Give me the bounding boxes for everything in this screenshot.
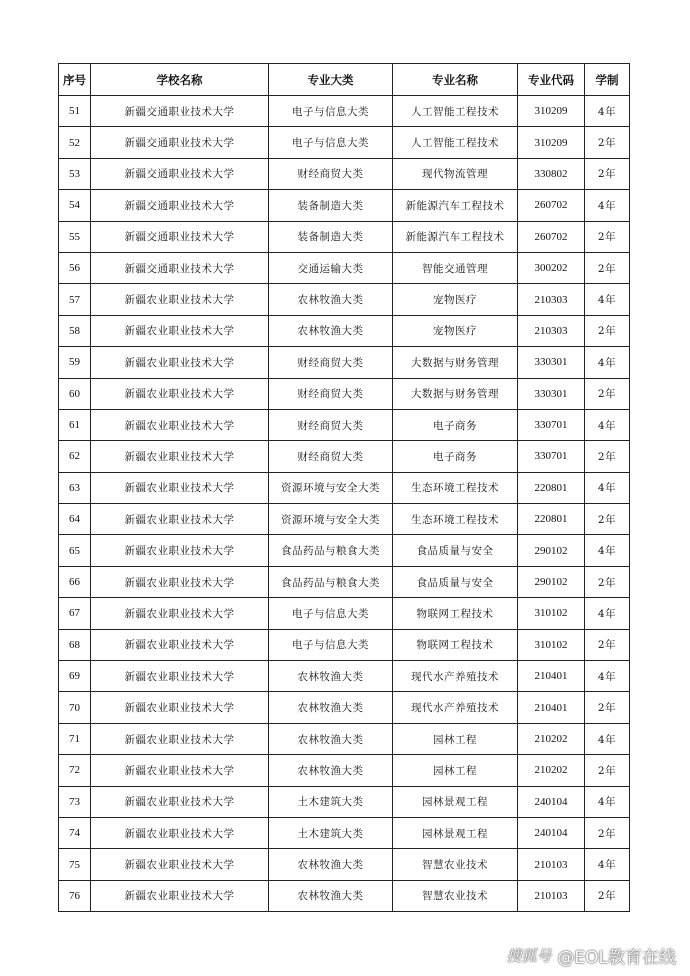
cell-major-name: 园林景观工程 (393, 786, 518, 817)
cell-duration: 2年 (585, 755, 630, 786)
cell-school-name: 新疆交通职业技术大学 (91, 127, 269, 158)
cell-duration: 4年 (585, 786, 630, 817)
cell-duration: 4年 (585, 723, 630, 754)
majors-table (58, 63, 630, 912)
cell-major-code: 330701 (518, 441, 585, 472)
cell-serial-number: 72 (59, 755, 91, 786)
cell-major-category: 农林牧渔大类 (269, 849, 393, 880)
table-row (59, 504, 630, 535)
cell-duration: 2年 (585, 221, 630, 252)
cell-major-code: 210401 (518, 661, 585, 692)
table-row (59, 849, 630, 880)
cell-duration: 4年 (585, 661, 630, 692)
cell-serial-number: 53 (59, 158, 91, 189)
cell-major-code: 240104 (518, 817, 585, 848)
cell-major-code: 210202 (518, 755, 585, 786)
cell-school-name: 新疆农业职业技术大学 (91, 566, 269, 597)
table-row (59, 880, 630, 911)
header-duration: 学制 (585, 64, 630, 96)
cell-major-name: 现代水产养殖技术 (393, 692, 518, 723)
cell-major-name: 食品质量与安全 (393, 535, 518, 566)
cell-duration: 2年 (585, 692, 630, 723)
cell-major-name: 电子商务 (393, 409, 518, 440)
cell-serial-number: 63 (59, 472, 91, 503)
cell-school-name: 新疆农业职业技术大学 (91, 347, 269, 378)
cell-school-name: 新疆农业职业技术大学 (91, 284, 269, 315)
cell-duration: 2年 (585, 629, 630, 660)
watermark-text: @EOL教育在线 (557, 948, 676, 968)
cell-school-name: 新疆农业职业技术大学 (91, 504, 269, 535)
cell-major-code: 210103 (518, 880, 585, 911)
cell-school-name: 新疆农业职业技术大学 (91, 723, 269, 754)
cell-school-name: 新疆农业职业技术大学 (91, 880, 269, 911)
cell-duration: 4年 (585, 535, 630, 566)
cell-duration: 2年 (585, 158, 630, 189)
cell-major-code: 330301 (518, 347, 585, 378)
majors-table-container (58, 63, 629, 912)
cell-serial-number: 66 (59, 566, 91, 597)
cell-school-name: 新疆农业职业技术大学 (91, 535, 269, 566)
cell-major-category: 财经商贸大类 (269, 441, 393, 472)
cell-major-category: 食品药品与粮食大类 (269, 535, 393, 566)
table-row (59, 284, 630, 315)
cell-major-category: 资源环境与安全大类 (269, 472, 393, 503)
cell-duration: 2年 (585, 378, 630, 409)
header-serial-number: 序号 (59, 64, 91, 96)
cell-school-name: 新疆交通职业技术大学 (91, 158, 269, 189)
cell-serial-number: 61 (59, 409, 91, 440)
cell-major-code: 330701 (518, 409, 585, 440)
cell-duration: 4年 (585, 284, 630, 315)
table-row (59, 755, 630, 786)
cell-serial-number: 75 (59, 849, 91, 880)
cell-major-code: 330802 (518, 158, 585, 189)
header-school-name: 学校名称 (91, 64, 269, 96)
cell-major-code: 310209 (518, 127, 585, 158)
table-row (59, 692, 630, 723)
cell-major-name: 宠物医疗 (393, 284, 518, 315)
cell-major-name: 人工智能工程技术 (393, 127, 518, 158)
cell-serial-number: 51 (59, 96, 91, 127)
cell-serial-number: 57 (59, 284, 91, 315)
cell-major-category: 装备制造大类 (269, 190, 393, 221)
cell-duration: 4年 (585, 347, 630, 378)
cell-school-name: 新疆农业职业技术大学 (91, 629, 269, 660)
cell-major-name: 园林工程 (393, 755, 518, 786)
cell-school-name: 新疆交通职业技术大学 (91, 252, 269, 283)
watermark (506, 943, 676, 968)
cell-serial-number: 54 (59, 190, 91, 221)
cell-major-code: 330301 (518, 378, 585, 409)
cell-major-code: 210202 (518, 723, 585, 754)
table-row (59, 535, 630, 566)
cell-major-category: 农林牧渔大类 (269, 315, 393, 346)
cell-school-name: 新疆交通职业技术大学 (91, 221, 269, 252)
cell-major-code: 290102 (518, 535, 585, 566)
cell-serial-number: 67 (59, 598, 91, 629)
cell-major-code: 310102 (518, 629, 585, 660)
cell-serial-number: 62 (59, 441, 91, 472)
cell-serial-number: 64 (59, 504, 91, 535)
cell-major-name: 现代物流管理 (393, 158, 518, 189)
cell-major-name: 宠物医疗 (393, 315, 518, 346)
table-row (59, 786, 630, 817)
cell-major-name: 大数据与财务管理 (393, 347, 518, 378)
cell-school-name: 新疆农业职业技术大学 (91, 786, 269, 817)
cell-school-name: 新疆农业职业技术大学 (91, 409, 269, 440)
cell-major-name: 食品质量与安全 (393, 566, 518, 597)
cell-duration: 4年 (585, 409, 630, 440)
table-body (59, 96, 630, 912)
cell-major-category: 农林牧渔大类 (269, 880, 393, 911)
cell-serial-number: 60 (59, 378, 91, 409)
cell-serial-number: 68 (59, 629, 91, 660)
cell-major-category: 电子与信息大类 (269, 629, 393, 660)
cell-major-category: 财经商贸大类 (269, 409, 393, 440)
cell-major-code: 220801 (518, 504, 585, 535)
cell-major-name: 人工智能工程技术 (393, 96, 518, 127)
cell-major-code: 210303 (518, 315, 585, 346)
cell-serial-number: 69 (59, 661, 91, 692)
cell-duration: 2年 (585, 127, 630, 158)
cell-major-name: 园林工程 (393, 723, 518, 754)
table-row (59, 127, 630, 158)
header-major-code: 专业代码 (518, 64, 585, 96)
cell-duration: 4年 (585, 849, 630, 880)
cell-major-name: 园林景观工程 (393, 817, 518, 848)
cell-major-category: 装备制造大类 (269, 221, 393, 252)
cell-major-name: 智慧农业技术 (393, 849, 518, 880)
table-row (59, 347, 630, 378)
header-major-name: 专业名称 (393, 64, 518, 96)
cell-duration: 2年 (585, 441, 630, 472)
cell-major-code: 220801 (518, 472, 585, 503)
cell-major-category: 资源环境与安全大类 (269, 504, 393, 535)
cell-major-code: 210103 (518, 849, 585, 880)
cell-school-name: 新疆农业职业技术大学 (91, 378, 269, 409)
cell-duration: 4年 (585, 96, 630, 127)
cell-major-category: 电子与信息大类 (269, 96, 393, 127)
cell-school-name: 新疆农业职业技术大学 (91, 661, 269, 692)
table-row (59, 190, 630, 221)
cell-major-category: 电子与信息大类 (269, 127, 393, 158)
cell-major-code: 260702 (518, 190, 585, 221)
header-row (59, 64, 630, 96)
table-row (59, 598, 630, 629)
cell-duration: 2年 (585, 504, 630, 535)
cell-major-name: 新能源汽车工程技术 (393, 190, 518, 221)
cell-serial-number: 59 (59, 347, 91, 378)
table-row (59, 441, 630, 472)
table-row (59, 661, 630, 692)
cell-duration: 4年 (585, 472, 630, 503)
cell-duration: 2年 (585, 817, 630, 848)
cell-major-code: 310209 (518, 96, 585, 127)
table-row (59, 409, 630, 440)
cell-school-name: 新疆交通职业技术大学 (91, 96, 269, 127)
cell-major-category: 交通运输大类 (269, 252, 393, 283)
cell-major-code: 260702 (518, 221, 585, 252)
header-major-category: 专业大类 (269, 64, 393, 96)
cell-major-category: 电子与信息大类 (269, 598, 393, 629)
cell-major-code: 240104 (518, 786, 585, 817)
cell-serial-number: 73 (59, 786, 91, 817)
cell-major-name: 新能源汽车工程技术 (393, 221, 518, 252)
cell-duration: 2年 (585, 880, 630, 911)
table-row (59, 378, 630, 409)
cell-duration: 2年 (585, 566, 630, 597)
cell-major-category: 财经商贸大类 (269, 378, 393, 409)
cell-major-name: 电子商务 (393, 441, 518, 472)
cell-major-category: 农林牧渔大类 (269, 723, 393, 754)
cell-duration: 4年 (585, 190, 630, 221)
table-row (59, 817, 630, 848)
table-row (59, 723, 630, 754)
cell-serial-number: 76 (59, 880, 91, 911)
cell-major-name: 生态环境工程技术 (393, 504, 518, 535)
cell-school-name: 新疆农业职业技术大学 (91, 598, 269, 629)
cell-duration: 2年 (585, 315, 630, 346)
cell-serial-number: 70 (59, 692, 91, 723)
cell-major-name: 智慧农业技术 (393, 880, 518, 911)
table-row (59, 221, 630, 252)
cell-major-name: 现代水产养殖技术 (393, 661, 518, 692)
table-row (59, 96, 630, 127)
cell-major-category: 农林牧渔大类 (269, 284, 393, 315)
cell-school-name: 新疆农业职业技术大学 (91, 692, 269, 723)
table-row (59, 252, 630, 283)
cell-major-code: 210401 (518, 692, 585, 723)
cell-serial-number: 65 (59, 535, 91, 566)
cell-school-name: 新疆农业职业技术大学 (91, 755, 269, 786)
cell-major-code: 290102 (518, 566, 585, 597)
table-row (59, 566, 630, 597)
cell-major-category: 食品药品与粮食大类 (269, 566, 393, 597)
cell-major-name: 物联网工程技术 (393, 629, 518, 660)
cell-major-code: 310102 (518, 598, 585, 629)
cell-school-name: 新疆农业职业技术大学 (91, 817, 269, 848)
cell-major-name: 大数据与财务管理 (393, 378, 518, 409)
cell-major-category: 财经商贸大类 (269, 347, 393, 378)
table-row (59, 315, 630, 346)
cell-major-code: 210303 (518, 284, 585, 315)
cell-major-category: 土木建筑大类 (269, 817, 393, 848)
cell-school-name: 新疆农业职业技术大学 (91, 441, 269, 472)
cell-serial-number: 58 (59, 315, 91, 346)
table-row (59, 158, 630, 189)
cell-serial-number: 55 (59, 221, 91, 252)
cell-school-name: 新疆农业职业技术大学 (91, 472, 269, 503)
cell-major-category: 农林牧渔大类 (269, 661, 393, 692)
cell-school-name: 新疆农业职业技术大学 (91, 315, 269, 346)
cell-major-code: 300202 (518, 252, 585, 283)
cell-major-name: 智能交通管理 (393, 252, 518, 283)
cell-major-name: 物联网工程技术 (393, 598, 518, 629)
table-row (59, 472, 630, 503)
cell-duration: 2年 (585, 252, 630, 283)
table-header (59, 64, 630, 96)
cell-school-name: 新疆农业职业技术大学 (91, 849, 269, 880)
cell-serial-number: 71 (59, 723, 91, 754)
cell-school-name: 新疆交通职业技术大学 (91, 190, 269, 221)
cell-serial-number: 52 (59, 127, 91, 158)
watermark-logo: 搜狐号 (506, 947, 552, 965)
table-row (59, 629, 630, 660)
cell-serial-number: 74 (59, 817, 91, 848)
cell-major-category: 土木建筑大类 (269, 786, 393, 817)
cell-serial-number: 56 (59, 252, 91, 283)
cell-duration: 4年 (585, 598, 630, 629)
cell-major-category: 财经商贸大类 (269, 158, 393, 189)
cell-major-name: 生态环境工程技术 (393, 472, 518, 503)
cell-major-category: 农林牧渔大类 (269, 692, 393, 723)
cell-major-category: 农林牧渔大类 (269, 755, 393, 786)
